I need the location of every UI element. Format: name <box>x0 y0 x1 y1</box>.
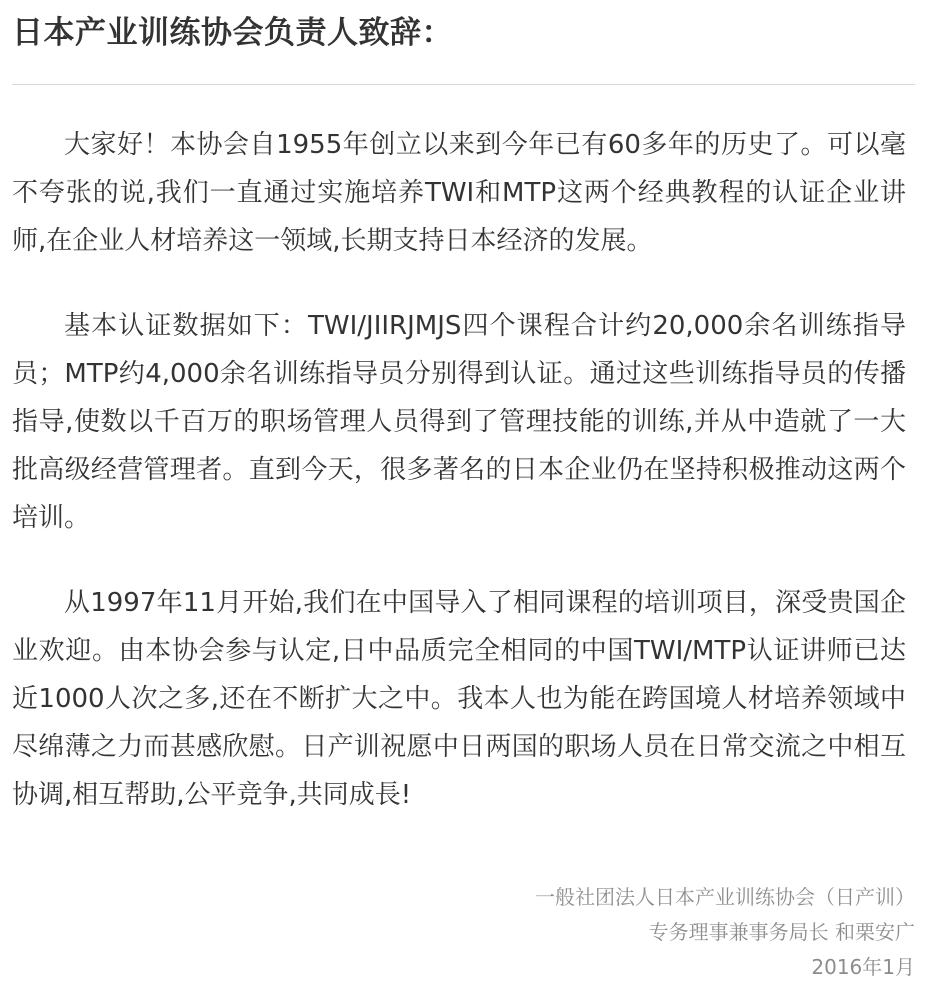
paragraph-greeting: 大家好！本协会自1955年创立以来到今年已有60多年的历史了。可以毫不夸张的说,我们一直通过实施培养TWI和MTP这两个经典教程的认证企业讲师,在企业人材培养这一领域,长期支持日本经济的发展。 <box>12 130 906 256</box>
signature-date: 2016年1月 <box>811 955 915 979</box>
message-body <box>12 121 916 819</box>
signature-block <box>535 880 915 985</box>
page-title: 日本产业训练协会负责人致辞： <box>12 15 453 51</box>
paragraph-certification-data: 基本认证数据如下：TWI/JIIRJMJS四个课程合计约20,000余名训练指导员；MTP约4,000余名训练指导员分别得到认证。通过这些训练指导员的传播指导,使数以千百万的职场管理人员得到了管理技能的训练,并从中造就了一大批高级经营管理者。直到今天，很多著名的日本企业仍在坚持积极推动这两个培训。 <box>12 311 906 533</box>
title-divider <box>12 84 915 85</box>
signature-position: 专务理事兼事务局长 和栗安广 <box>648 920 915 944</box>
signature-organization: 一般社团法人日本产业训练协会（日产训） <box>535 885 915 909</box>
paragraph-china-program: 从1997年11月开始,我们在中国导入了相同课程的培训项目，深受贵国企业欢迎。由本协会参与认定,日中品质完全相同的中国TWI/MTP认证讲师已达近1000人次之多,还在不断扩大之中。我本人也为能在跨国境人材培养领域中尽绵薄之力而甚感欣慰。日产训祝愿中日两国的职场人员在日常交流之中相互协调,相互帮助,公平竞争,共同成長! <box>12 588 906 810</box>
